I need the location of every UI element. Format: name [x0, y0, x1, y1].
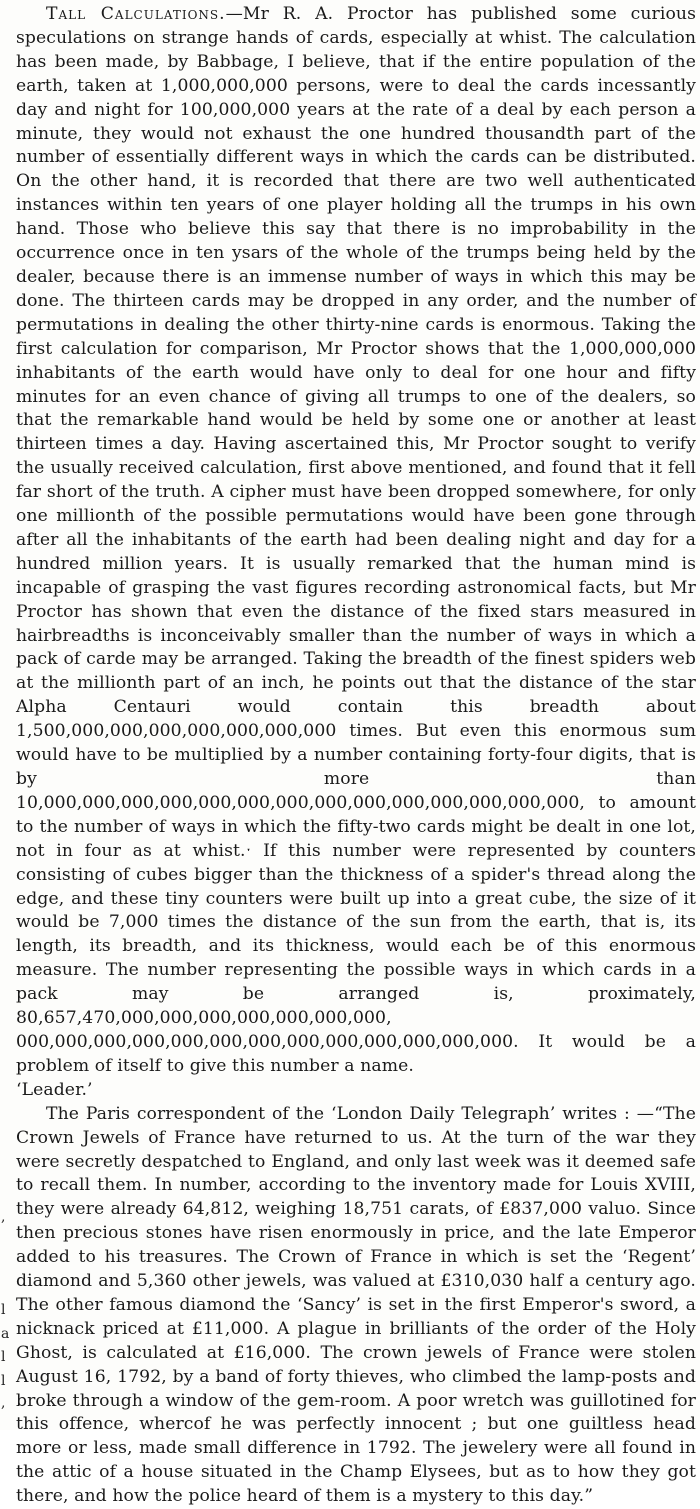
margin-mark: l	[1, 1373, 6, 1389]
margin-mark: l	[1, 1349, 6, 1365]
text-column	[16, 3, 696, 1509]
margin-mark: l	[1, 1302, 6, 1318]
article-crown-jewels	[16, 1103, 696, 1509]
left-margin-fragments	[0, 0, 10, 1430]
article-source: ‘Leader.’	[16, 1079, 93, 1100]
article-body: —Mr R. A. Proctor has published some curious speculations on strange hands of cards, especially at whist. The calculation has been made, by Babbage, I believe, that if the entire population of the earth, taken at 1,000,000,000 persons, were to deal the cards incessantly day and night for 100,000,000 years at the rate of a deal by each person a minute, they would not exhaust the one hundred thousandth part of the number of essentially different ways in which the cards can be distributed. On the other hand, it is recorded that there are two well authenticated instances within ten years of one player holding all the trumps in his own hand. Those who believe this say that there is no improbability in the occurrence once in ten ysars of the whole of the trumps being held by the dealer, because there is an immense number of ways in which this may be done. The thirteen cards may be dropped in any order, and the number of permutations in dealing the other thirty-nine cards is enormous. Taking the first calculation for comparison, Mr Proctor shows that the 1,000,000,000 inhabitants of the earth would have only to deal for one hour and fifty minutes for an even chance of giving all trumps to one of the dealers, so that the remarkable hand would be held by some one or another at least thirteen times a day. Having ascertained this, Mr Proctor sought to verify the usually received calculation, first above mentioned, and found that it fell far short of the truth. A cipher must have been dropped somewhere, for only one millionth of the possible permutations would have been gone through after all the inhabitants of the earth had been dealing night and day for a hundred million years. It is usually remarked that the human mind is incapable of grasping the vast figures recording astronomical facts, but Mr Proctor has shown that even the distance of the fixed stars measured in hairbreadths is inconceivably smaller than the number of ways in which a pack of carde may be arranged. Taking the breadth of the finest spiders web at the millionth part of an inch, he points out that the distance of the star Alpha Centauri would contain this breadth about 1,500,000,000,000,000,000,000,000 times. But even this enormous sum would have to be multiplied by a number containing forty-four digits, that is by more than 10,000,000,000,000,000,000,000,000,000,000,000,000,000,000, to amount to the number of ways in which the fifty-two cards might be dealt in one lot, not in four as at whist.ˑ If this number were represented by counters consisting of cubes bigger than the thickness of a spider's thread along the edge, and these tiny counters were built up into a great cube, the size of it would be 7,000 times the distance of the sun from the earth, that is, its length, its breadth, and its thickness, would each be of this enormous measure. The number representing the possible ways in which cards in a pack may be arranged is, proximately, 80,657,470,000,000,000,000,000,000,000, 000,000,000,000,000,000,000,000,000,000,000,000,000. It would be a problem of itself to give this number a name.	[16, 4, 696, 1076]
article-body: The Paris correspondent of the ‘London Daily Telegraph’ writes : —“The Crown Jewels of France have returned to us. At the turn of the war they were secretly despatched to England, and only last week was it deemed safe to recall them. In number, according to the inventory made for Louis XVIII, they were already 64,812, weighing 18,751 carats, of £837,000 valuo. Since then precious stones have risen enormously in price, and the late Emperor added to his treasures. The Crown of France in which is set the ‘Regent’ diamond and 5,360 other jewels, was valued at £310,030 half a century ago. The other famous diamond the ‘Sancy’ is set in the first Emperor's sword, a nicknack priced at £11,000. A plague in brilliants of the order of the Holy Ghost, is calculated at £16,000. The crown jewels of France were stolen August 16, 1792, by a band of forty thieves, who climbed the lamp-posts and broke through a window of the gem-room. A poor wretch was guillotined for this offence, whercof he was perfectly innocent ; but one guiltless head more or less, made small difference in 1792. The jewelery were all found in the attic of a house situated in the Champ Elysees, but as to how they got there, and how the police heard of them is a mystery to this day.”	[16, 1103, 696, 1507]
margin-mark: ,	[1, 1209, 6, 1225]
article-tall-calculations	[16, 3, 696, 1103]
margin-mark: ,	[1, 1395, 6, 1411]
article-heading: Tall Calculations.	[46, 4, 226, 24]
margin-mark: a	[1, 1326, 10, 1342]
